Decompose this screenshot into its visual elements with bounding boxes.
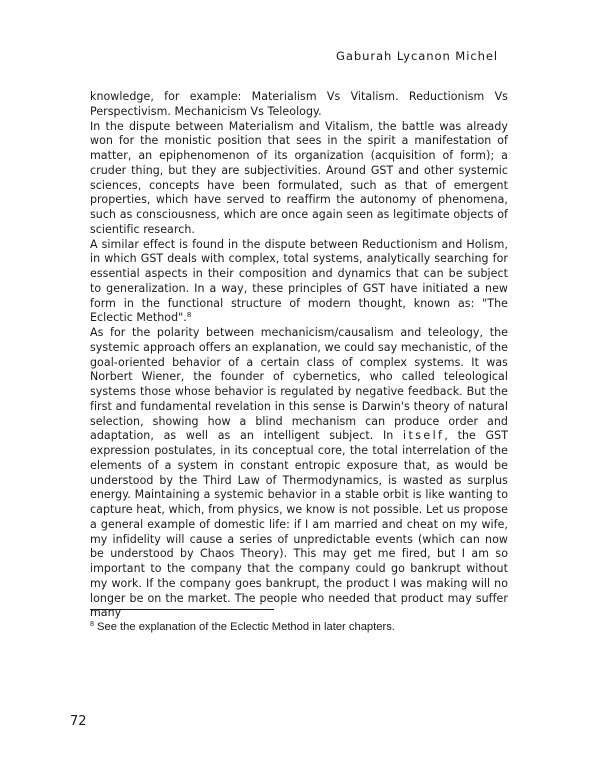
footnote-divider (90, 609, 274, 610)
footnote-reference[interactable]: 8 (186, 311, 192, 320)
footnote-text: See the explanation of the Eclectic Method in later chapters. (93, 621, 395, 633)
paragraph-1: knowledge, for example: Materialism Vs Vitalism. Reductionism Vs Perspectivism. Mechanicism Vs Teleology. (90, 90, 508, 118)
paragraph-3-text: A similar effect is found in the dispute between Reductionism and Holism, in which GST deals with complex, total systems, analytically searching for essential aspects in their composition and dynamics that can be subject to generalization. In a way, these principles of GST have initiated a new form in the functional structure of modern thought, known as: "The Eclectic Method". (90, 237, 508, 325)
paragraph-4-text-b: , the GST expression postulates, in its conceptual core, the total interrelation of the elements of a system in constant entropic exposure that, as would be understood by the Third Law of Thermodynamics, is wasted as surplus energy. Maintaining a systemic behavior in a stable orbit is like wanting to capture heat, which, from physics, we know is not possible. Let us propose a general example of domestic life: if I am married and cheat on my wife, my infidelity will cause a series of unpredictable events (which can now be understood by Chaos Theory). This may get me fired, but I am so important to the company that the company could go bankrupt without my work. If the company goes bankrupt, the product I was making will no longer be on the market. The people who needed that product may suffer many (90, 429, 508, 620)
paragraph-2: In the dispute between Materialism and Vitalism, the battle was already won for the monistic position that sees in the spirit a manifestation of matter, an epiphenomenon of its organization (acquisition of form); a cruder thing, but they are subjectivities. Around GST and other systemic sciences, concepts have been formulated, such as that of emergent properties, which have served to reaffirm the autonomy of phenomena, such as consciousness, which are once again seen as legitimate objects of scientific research. (90, 119, 508, 236)
footnote (90, 621, 520, 633)
paragraph-3 (90, 238, 508, 327)
footnote-number: 8 (90, 621, 94, 629)
spaced-word: itself (403, 429, 445, 443)
running-head: Gaburah Lycanon Michel (335, 49, 498, 63)
paragraph-4 (90, 326, 508, 621)
page-number: 72 (70, 714, 87, 729)
paragraph-4-text-a: As for the polarity between mechanicism/causalism and teleology, the systemic approach offers an explanation, we could say mechanistic, of the goal-oriented behavior of a certain class of complex systems. It was Norbert Wiener, the founder of cybernetics, who called teleological systems those whose behavior is regulated by negative feedback. But the first and fundamental revelation in this sense is Darwin's theory of natural selection, showing how a blind mechanism can produce order and adaptation, as well as an intelligent subject. In (90, 326, 508, 443)
body-text (90, 90, 508, 621)
